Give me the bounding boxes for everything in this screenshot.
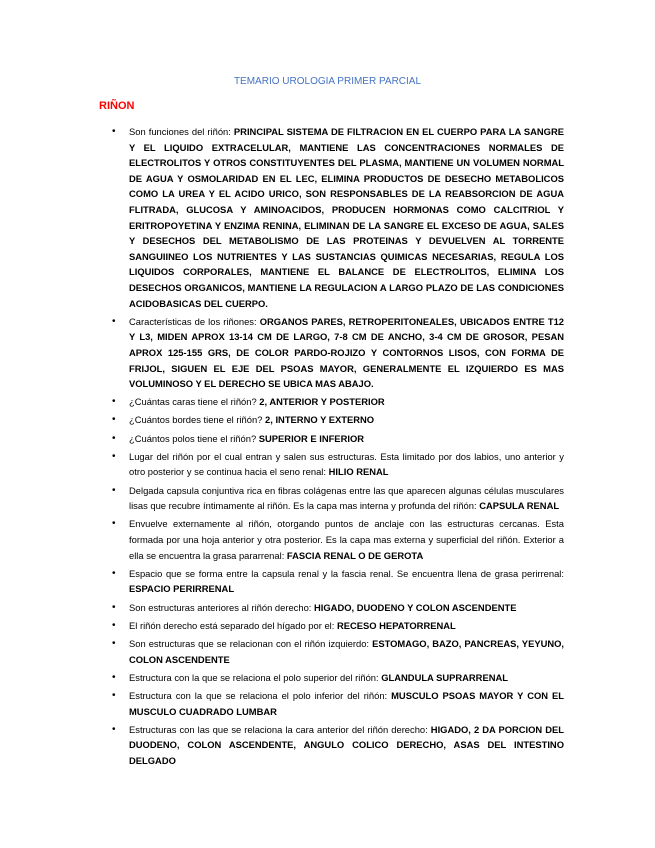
question-text: Envuelve externamente al riñón, otorgando puntos de anclaje con las estructuras cercanas. Esta formada por una hoja anterior y otra posterior. Es la capa mas externa y superficial del riñón. Exterior a ella se encuentra la grasa pararrenal: (129, 518, 564, 561)
question-text: Espacio que se forma entre la capsula renal y la fascia renal. Se encuentra llena de grasa perirrenal: (129, 567, 564, 579)
answer-text: HIGADO, 2 DA PORCION DEL DUODENO, COLON ASCENDENTE, ANGULO COLICO DERECHO, ASAS DEL INTESTINO DELGADO (129, 723, 564, 766)
answer-text: ESPACIO PERIRRENAL (129, 583, 235, 595)
question-text: Estructura con la que se relaciona el polo inferior del riñón: (129, 689, 388, 701)
answer-text: GLANDULA SUPRARRENAL (381, 671, 508, 683)
answer-text: ORGANOS PARES, RETROPERITONEALES, UBICADOS ENTRE T12 Y L3, MIDEN APROX 13-14 CM DE LARGO, 7-8 CM DE ANCHO, 3-4 CM DE GROSOR, PESAN APROX 125-155 GRS, DE COLOR PARDO-ROJIZO Y CONTORNOS LISOS, CON FORMA DE FRIJOL, SIGUEN EL EJE DEL PSOAS MAYOR, GENERALMENTE EL IZQUIERDO ES MAS VOLUMINOSO Y EL DERECHO SE UBICA MAS ABAJO. (129, 315, 564, 390)
list-item (112, 636, 564, 667)
question-list (112, 124, 564, 771)
question-text: Estructuras con las que se relaciona la cara anterior del riñón derecho: (129, 723, 428, 735)
question-text: Características de los riñones: (129, 315, 257, 327)
answer-text: HILIO RENAL (328, 466, 389, 478)
list-item (112, 314, 564, 392)
list-item (112, 722, 564, 769)
question-text: Delgada capsula conjuntiva rica en fibras colágenas entre las que aparecen algunas células musculares lisas que recubre íntimamente al riñón. Es la capa mas interna y profunda del riñón: (129, 484, 564, 512)
answer-text: 2, INTERNO Y EXTERNO (265, 414, 375, 426)
list-item (112, 618, 564, 634)
question-text: ¿Cuántos polos tiene el riñón? (129, 432, 257, 444)
answer-text: ESTOMAGO, BAZO, PANCREAS, YEYUNO, COLON ASCENDENTE (129, 637, 565, 665)
answer-text: MUSCULO PSOAS MAYOR Y CON EL MUSCULO CUADRADO LUMBAR (129, 689, 564, 717)
document-title: TEMARIO UROLOGIA PRIMER PARCIAL (233, 76, 422, 87)
answer-text: RECESO HEPATORRENAL (336, 619, 456, 631)
list-item (112, 431, 564, 447)
question-text: ¿Cuántas caras tiene el riñón? (129, 396, 257, 408)
answer-text: PRINCIPAL SISTEMA DE FILTRACION EN EL CUERPO PARA LA SANGRE Y EL LIQUIDO EXTRACELULAR, MANTIENE LAS CONCENTRACIONES NORMALES DE ELECTROLITOS Y OTROS CONSTITUYENTES DEL PLASMA, MANTIENE UN VOLUMEN NORMAL DE AGUA Y OSMOLARIDAD EN EL LEC, ELIMINA PRODUCTOS DE DESECHO METABOLICOS COMO LA UREA Y EL ACIDO URICO, SON RESPONSABLES DE LA REABSORCION DE AGUA FLITRADA, GLUCOSA Y AMINOACIDOS, PRODUCEN HORMONAS COMO CALCITRIOL Y ERITROPOYETINA Y ENZIMA RENINA, ELIMINAN DE LA SANGRE EL EXCESO DE AGUA, SALES Y DESECHOS DEL METABOLISMO DE LAS PROTEINAS Y DEVUELVEN AL TORRENTE SANGUIINEO LOS NUTRIENTES Y LAS SUSTANCIAS QUIMICAS NECESARIAS, REGULA LOS LIQUIDOS CORPORALES, MANTIENE EL BALANCE DE ELECTROLITOS, ELIMINA LOS DESECHOS ORGANICOS, MANTIENE LA REGULACION A LARGO PLAZO DE LAS CONDICIONES ACIDOBASICAS DEL CUERPO. (129, 126, 565, 309)
question-text: Son funciones del riñón: (129, 126, 231, 137)
answer-text: FASCIA RENAL O DE GEROTA (286, 549, 424, 561)
question-text: ¿Cuántos bordes tiene el riñón? (129, 414, 263, 426)
question-text: Son estructuras anteriores al riñón derecho: (129, 601, 312, 613)
section-heading: RIÑON (99, 100, 135, 112)
question-text: Son estructuras que se relacionan con el riñón izquierdo: (129, 637, 370, 649)
list-item (112, 449, 564, 480)
answer-text: CAPSULA RENAL (479, 500, 560, 512)
list-item (112, 394, 564, 410)
list-item (112, 516, 564, 563)
question-text: Lugar del riñón por el cual entran y salen sus estructuras. Esta limitado por dos labios, uno anterior y otro posterior y se continua hacia el seno renal: (129, 450, 564, 478)
list-item (112, 412, 564, 428)
answer-text: HIGADO, DUODENO Y COLON ASCENDENTE (314, 601, 517, 613)
list-item (112, 688, 564, 719)
answer-text: 2, ANTERIOR Y POSTERIOR (259, 396, 385, 408)
answer-text: SUPERIOR E INFERIOR (258, 432, 365, 444)
list-item (112, 124, 564, 311)
list-item (112, 483, 564, 514)
list-item (112, 566, 564, 597)
question-text: El riñón derecho está separado del hígado por el: (129, 619, 335, 631)
list-item (112, 600, 564, 616)
question-text: Estructura con la que se relaciona el polo superior del riñón: (129, 671, 379, 683)
list-item (112, 670, 564, 686)
